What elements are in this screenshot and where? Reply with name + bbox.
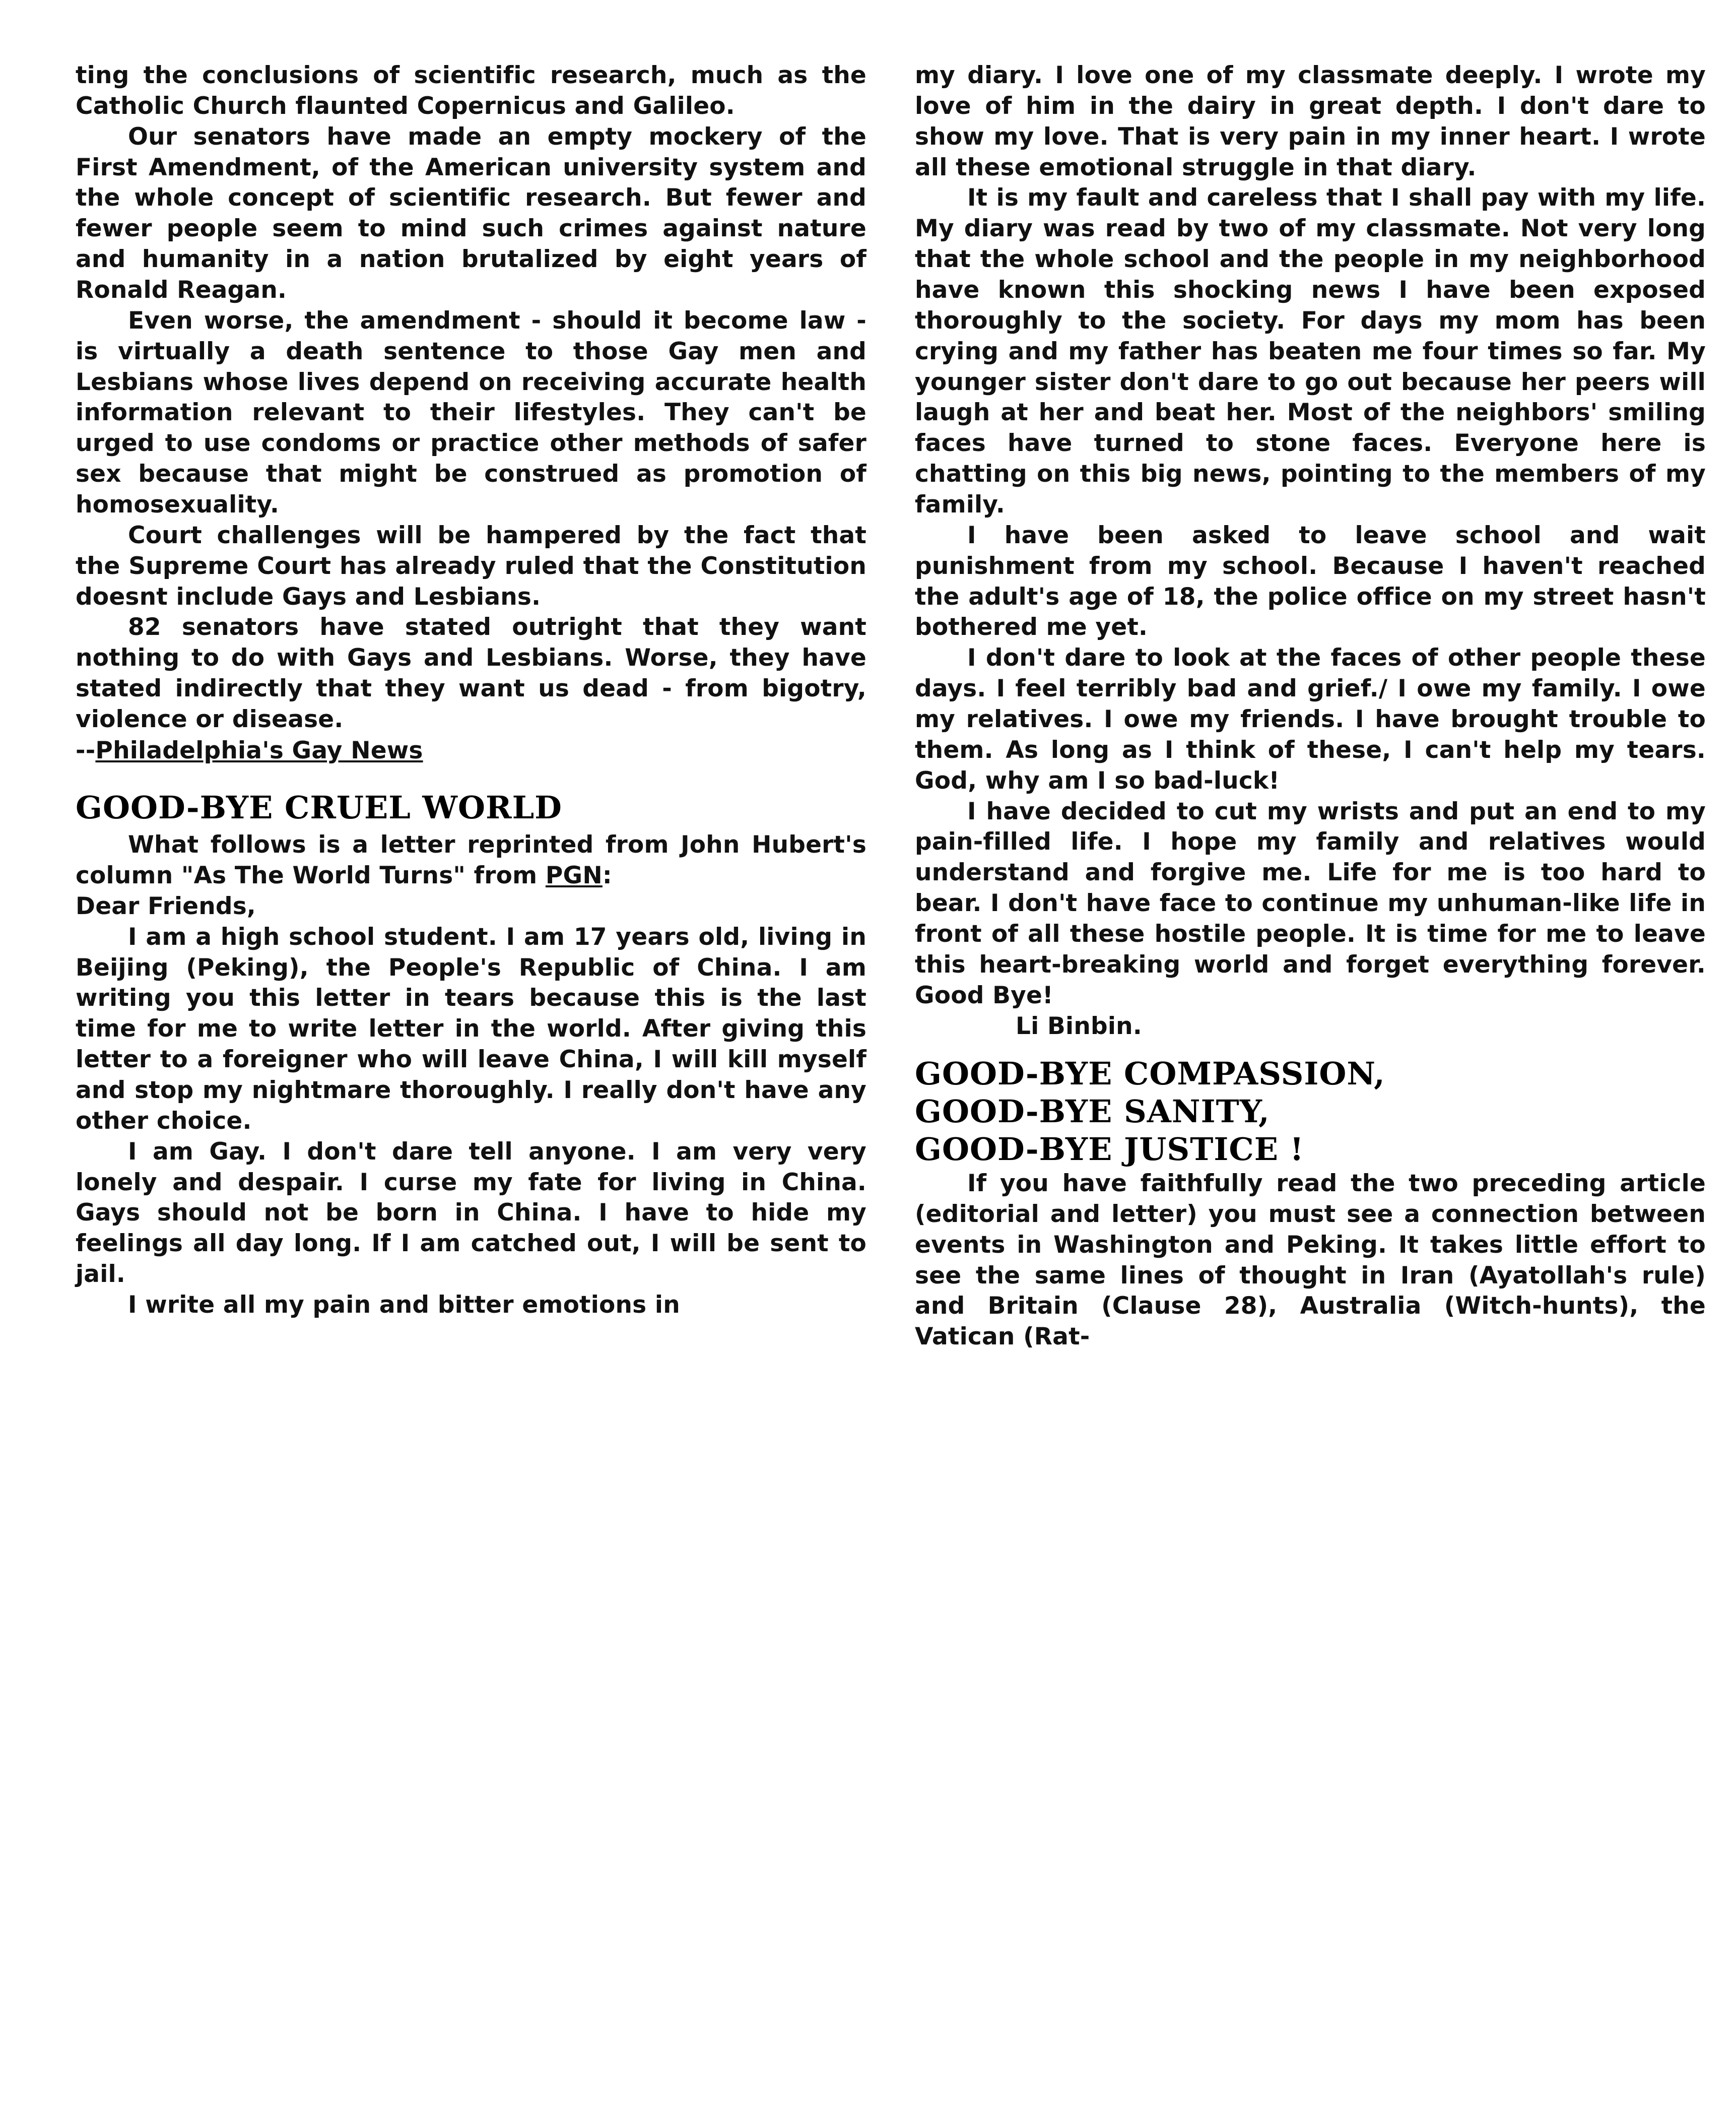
letter-signature: Li Binbin. (1016, 1012, 1142, 1040)
section-heading-good-bye-sanity: GOOD-BYE SANITY, (915, 1092, 1270, 1130)
paragraph-continuation: ting the conclusions of scientific research, much as the Catholic Church flaunted Copernicus and Galileo. (76, 61, 866, 120)
letter-paragraph-continuation: my diary. I love one of my classmate deeply. I wrote my love of him in the dairy in great depth. I don't dare to show my love. That is very pain in my inner heart. I wrote all these emotional struggle in that diary. (915, 61, 1706, 181)
intro-text-after: : (602, 862, 612, 890)
section-heading-good-bye-cruel-world: GOOD-BYE CRUEL WORLD (76, 789, 562, 826)
source-prefix: -- (76, 736, 96, 764)
intro-paragraph (76, 830, 866, 891)
closing-paragraph: If you have faithfully read the two preceding article (editorial and letter) you must see a connection between events in Washington and Peking. It takes little effort to see the same lines of thought in Iran (Ayatollah's rule) and Britain (Clause 28), Australia (Witch-hunts), the Vatican (Rat- (915, 1169, 1706, 1351)
source-attribution (76, 735, 866, 766)
paragraph: Even worse, the amendment - should it become law - is virtually a death sentence to those Gay men and Lesbians whose lives depend on receiving accurate health information relevant to their lifestyles. They can't be urged to use condoms or practice other methods of safer sex because that might be construed as promotion of homosexuality. (76, 306, 866, 519)
letter-paragraph: I don't dare to look at the faces of other people these days. I feel terribly bad and grief./ I owe my family. I owe my relatives. I owe my friends. I have brought trouble to them. As long as I think of these, I can't help my tears. God, why am I so bad-luck! (915, 644, 1706, 795)
source-name: Philadelphia's Gay News (95, 736, 423, 764)
letter-paragraph: I write all my pain and bitter emotions in (128, 1291, 680, 1319)
intro-text-before: What follows is a letter reprinted from John Hubert's column "As The World Turns" from (76, 831, 866, 890)
letter-paragraph: It is my fault and careless that I shall pay with my life. My diary was read by two of my classmate. Not very long that the whole school and the people in my neighborhood have known this shocking news I have been exposed thoroughly to the society. For days my mom has been crying and my father has beaten me four times so far. My younger sister don't dare to go out because her peers will laugh at her and beat her. Most of the neighbors' smiling faces have turned to stone faces. Everyone here is chatting on this big news, pointing to the members of my family. (915, 184, 1706, 519)
letter-paragraph: I am Gay. I don't dare tell anyone. I am very very lonely and despair. I curse my fate for living in China. Gays should not be born in China. I have to hide my feelings all day long. If I am catched out, I will be sent to jail. (76, 1137, 866, 1289)
letter-paragraph: I have decided to cut my wrists and put an end to my pain-filled life. I hope my family and relatives would understand and forgive me. Life for me is too hard to bear. I don't have face to continue my unhuman-like life in front of all these hostile people. It is time for me to leave this heart-breaking world and forget everything forever. Good Bye! (915, 797, 1706, 1009)
letter-paragraph: I have been asked to leave school and wait punishment from my school. Because I haven't reached the adult's age of 18, the police office on my street hasn't bothered me yet. (915, 521, 1706, 641)
two-column-layout (76, 60, 1706, 2094)
left-column (76, 60, 866, 2094)
paragraph: Our senators have made an empty mockery of the First Amendment, of the American university system and the whole concept of scientific research. But fewer and fewer people seem to mind such crimes against nature and humanity in a nation brutalized by eight years of Ronald Reagan. (76, 122, 866, 304)
letter-salutation: Dear Friends, (76, 892, 256, 920)
intro-publication-name: PGN (545, 862, 603, 890)
section-heading-good-bye-compassion: GOOD-BYE COMPASSION, (915, 1055, 1385, 1092)
section-heading-good-bye-justice: GOOD-BYE JUSTICE ! (915, 1130, 1304, 1168)
paragraph: Court challenges will be hampered by the fact that the Supreme Court has already ruled that the Constitution doesnt include Gays and Lesbians. (76, 521, 866, 611)
paragraph: 82 senators have stated outright that they want nothing to do with Gays and Lesbians. Worse, they have stated indirectly that they want us dead - from bigotry, violence or disease. (76, 613, 866, 734)
letter-paragraph: I am a high school student. I am 17 years old, living in Beijing (Peking), the People's Republic of China. I am writing you this letter in tears because this is the last time for me to write letter in the world. After giving this letter to a foreigner who will leave China, I will kill myself and stop my nightmare thoroughly. I really don't have any other choice. (76, 923, 866, 1135)
right-column (915, 60, 1706, 2094)
